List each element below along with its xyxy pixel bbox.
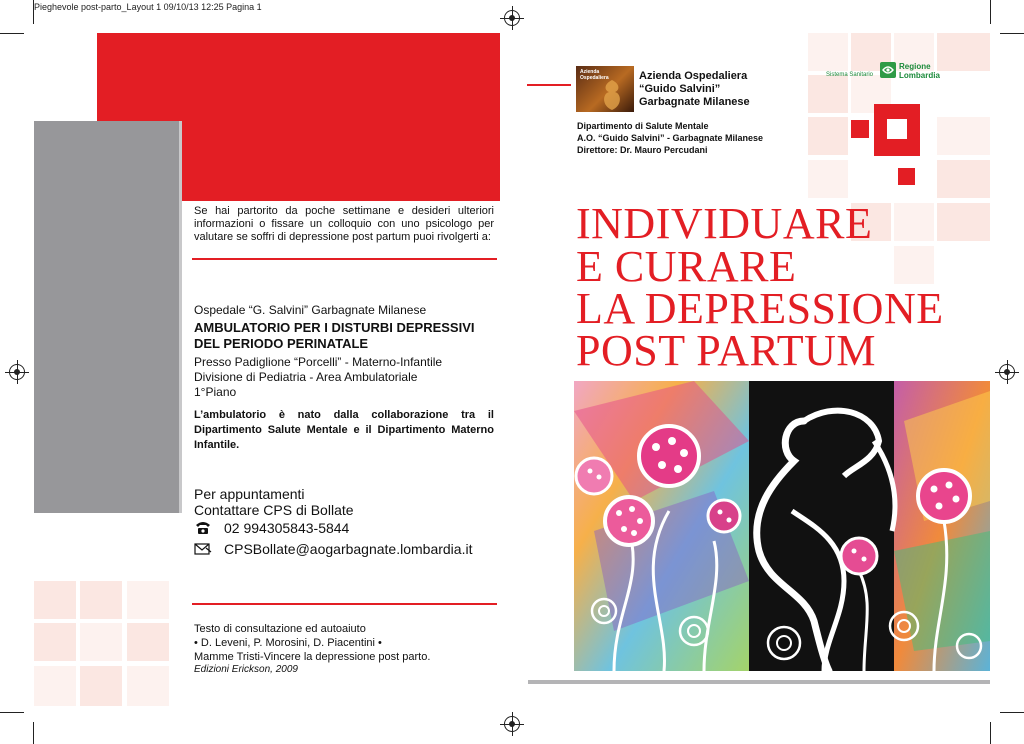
decor-tile <box>937 33 990 71</box>
decor-tile <box>937 117 990 155</box>
footer-rule <box>528 680 990 684</box>
region-name-2: Lombardia <box>899 71 940 80</box>
reference-label: Testo di consultazione ed autoaiuto <box>194 623 366 635</box>
headline-line-4: POST PARTUM <box>576 326 876 375</box>
clinic-address-line-2: Divisione di Pediatria - Area Ambulatoriale <box>194 370 418 384</box>
decor-tile <box>894 246 934 284</box>
crop-mark <box>1000 712 1024 713</box>
envelope-icon <box>194 542 212 556</box>
decor-tile <box>894 203 934 241</box>
region-logo-icon <box>880 62 896 78</box>
crop-mark <box>33 722 34 744</box>
reference-publisher <box>194 664 298 675</box>
intro-text: Se hai partorito da poche settimane e desideri ulteriori informazioni o fissare un colloquio con uno psicologo per valutare se soffri di depressione post partum puoi rivolgerti a: <box>194 205 494 243</box>
reference-year: , 2009 <box>270 664 298 675</box>
hospital-name-line-1: Azienda Ospedaliera <box>639 70 748 82</box>
headline-line-1: INDIVIDUARE <box>576 199 873 248</box>
decor-tile <box>80 581 122 619</box>
red-square-inner <box>887 119 907 139</box>
clinic-hospital: Ospedale “G. Salvini” Garbagnate Milanese <box>194 303 427 317</box>
crop-mark <box>990 722 991 744</box>
registration-mark-icon <box>504 10 520 26</box>
decor-tile <box>808 160 848 198</box>
flower <box>605 497 653 545</box>
decor-tile <box>808 33 848 71</box>
violin-icon <box>594 78 630 112</box>
flower <box>918 470 970 522</box>
headline-line-3: LA DEPRESSIONE <box>576 284 944 333</box>
clinic-note: L’ambulatorio è nato dalla collaborazione tra il Dipartimento Salute Mentale e il Dipartimento Materno Infantile. <box>194 409 494 451</box>
telephone-icon <box>194 520 212 536</box>
email-link[interactable]: CPSBollate@aogarbagnate.lombardia.it <box>224 541 473 557</box>
reference-book: Mamme Tristi-Vincere la depressione post parto. <box>194 651 431 663</box>
crop-mark <box>1000 33 1024 34</box>
registration-mark-icon <box>504 716 520 732</box>
crop-mark <box>990 0 991 24</box>
hospital-logo <box>576 66 634 112</box>
contact-heading-1: Per appuntamenti <box>194 486 305 502</box>
clinic-name-line-2: DEL PERIODO PERINATALE <box>194 336 369 351</box>
clinic-address-line-3: 1°Piano <box>194 385 237 399</box>
divider <box>192 258 497 260</box>
red-square-small <box>851 120 869 138</box>
decor-tile <box>80 623 122 661</box>
decor-tile <box>808 75 848 113</box>
department-line-3: Direttore: Dr. Mauro Percudani <box>577 145 708 155</box>
department-line-1: Dipartimento di Salute Mentale <box>577 121 709 131</box>
decor-tile <box>937 203 990 241</box>
reference-publisher-name: Edizioni Erickson <box>194 664 271 675</box>
flower <box>576 458 612 494</box>
phone-number[interactable]: 02 994305843-5844 <box>224 520 350 536</box>
region-system-label: Sistema Sanitario <box>826 72 874 78</box>
decor-tile <box>127 581 169 619</box>
divider <box>192 603 497 605</box>
logo-text-1: Azienda <box>580 69 600 75</box>
logo-text-2: Ospedaliera <box>580 75 609 81</box>
flower <box>639 426 699 486</box>
registration-mark-icon <box>9 364 25 380</box>
crop-mark <box>33 0 34 24</box>
contact-heading-2: Contattare CPS di Bollate <box>194 502 354 518</box>
region-name-1: Regione <box>899 62 931 71</box>
decor-tile <box>34 581 76 619</box>
reference-authors: • D. Leveni, P. Morosini, D. Piacentini • <box>194 637 382 649</box>
decor-tile <box>937 160 990 198</box>
red-square-small <box>898 168 915 185</box>
clinic-address-line-1: Presso Padiglione “Porcelli” - Materno-Infantile <box>194 355 443 369</box>
gray-side-panel <box>34 121 179 513</box>
decor-tile <box>34 666 76 706</box>
registration-mark-icon <box>999 364 1015 380</box>
red-square-frame <box>874 104 920 156</box>
decor-tile <box>80 666 122 706</box>
header-rule <box>527 84 571 86</box>
crop-mark <box>0 712 24 713</box>
hospital-name-line-3: Garbagnate Milanese <box>639 96 750 108</box>
cover-artwork <box>574 381 990 671</box>
print-slug: Pieghevole post-parto_Layout 1 09/10/13 12:25 Pagina 1 <box>34 2 262 12</box>
clinic-name-line-1: AMBULATORIO PER I DISTURBI DEPRESSIVI <box>194 320 475 335</box>
crop-mark <box>0 33 24 34</box>
flower <box>708 500 740 532</box>
gray-panel-shadow <box>179 121 182 513</box>
flowers-mother-illustration <box>574 381 990 671</box>
decor-tile <box>127 666 169 706</box>
decor-tile <box>127 623 169 661</box>
headline-line-2: E CURARE <box>576 242 797 291</box>
decor-tile <box>34 623 76 661</box>
hospital-name-line-2: “Guido Salvini” <box>639 83 721 95</box>
department-line-2: A.O. “Guido Salvini” - Garbagnate Milanese <box>577 133 764 143</box>
decor-tile <box>808 117 848 155</box>
flower <box>841 538 877 574</box>
